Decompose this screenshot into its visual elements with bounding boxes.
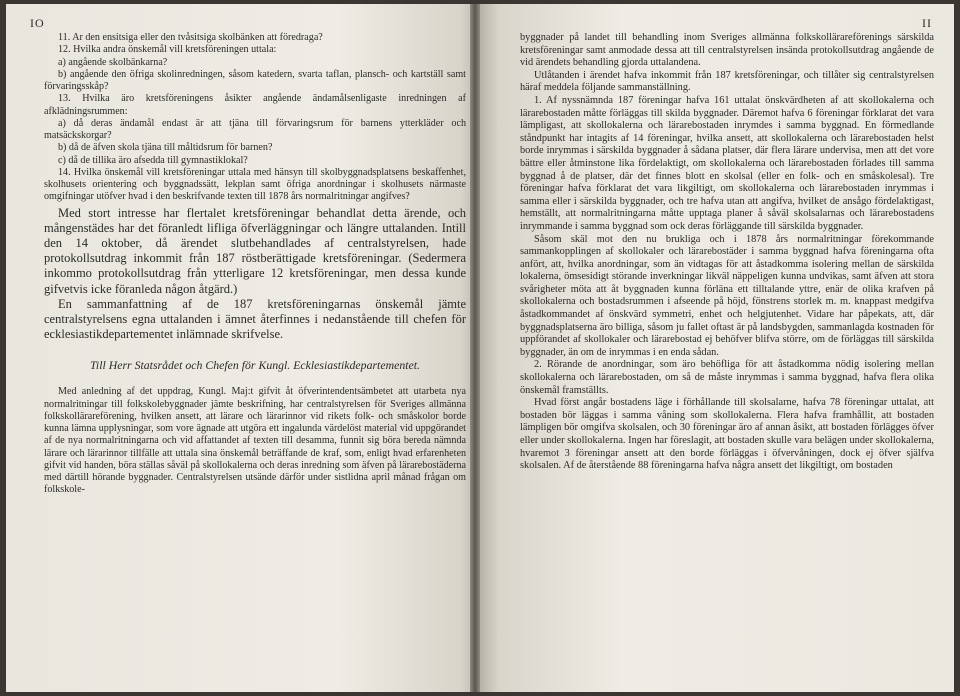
paragraph: 1. Af nyssnämnda 187 föreningar hafva 161 uttalat önskvärdheten af att skollokalerna och lärarebostaden måtte förläggas till skilda byggnader. Däremot hafva 6 föreningar förklarat det vara lämpligast, att skollokalerna och lärarebostaden inrymdes i samma byggnad. En förmedlande ståndpunkt har intagits af 14 föreningar, hvilka ansett, att skollokalerna och lärarebostaden helst borde inrymmas i särskilda byggnader å sådana platser, där flera lärare undervisa, men att det vore bättre eller åtminstone lika fördelaktigt, om skollokalerna och lärarebostaden förlades till samma byggnad å de platser, där det finnes blott en skolsal (eller en folk- och en småskolesal). Tre föreningar hafva förklarat det vara likgiltigt, om skollokalerna och lärarebostaden inrymmas i samma eller i särskilda byggnader, och tre hafva utan att angifva, hvilket de ansågo fördelaktigast, hemställt, att normalritningarna måtte upptaga planer å såväl skolsalarnas och lärarebostadens inrymmande i samma byggnad som ock deras förläggande till särskilda byggnader. [520,94,934,232]
paragraph: byggnader på landet till behandling inom Sveriges allmänna folkskollärareförenings särskilda kretsföreningar samt anmodade dessa att till centralstyrelsen insända protokollsutdrag angående de vid ärendets behandling gjorda uttalandena. [520,32,934,69]
paragraph: 13. Hvilka äro kretsföreningens åsikter angående ändamålsenligaste inredningen af afklädningsrummen: [44,93,466,117]
paragraph: b) angående den öfriga skolinredningen, såsom katedern, svarta taflan, plansch- och kartställ samt förvaringsskåp? [44,68,466,92]
paragraph: a) då deras ändamål endast är att tjäna till förvaringsrum för barnens ytterkläder och matsäckskorgar? [44,117,466,141]
book-spread [6,4,954,692]
paragraph: Hvad först angår bostadens läge i förhållande till skolsalarne, hafva 78 föreningar uttalat, att bostaden bör läggas i samma våning som skollokalerna. Flera hafva framhållit, att bostaden lämpligen bör omgifva skolsalen, och 30 föreningar äro af annan åsikt, att bostaden förlägges öfver eller under skollokalerna. Ingen har föreslagit, att bostaden skulle vara belägen under skollokalerna, hvaremot 3 föreningar ansett att den borde förläggas i öfvervåningen, dock ej öfver själfva skolsalen. Af de återstående 88 föreningarna hafva några ansett det likgiltigt, om bostaden [520,397,934,472]
right-page [480,4,954,692]
page-number: IO [30,16,45,30]
page-number: II [922,16,932,30]
paragraph: 2. Rörande de anordningar, som äro behöfliga för att åstadkomma nödig isolering mellan skollokalerna och lärarebostaden, om så de måste inrymmas i samma byggnad, hafva flera olika önskemål framställts. [520,359,934,396]
paragraph: 14. Hvilka önskemål vill kretsföreningar uttala med hänsyn till skolbyggnadsplatsens beskaffenhet, skolhusets orientering och byggnadssätt, lekplan samt öfriga anordningar i skolhusets närmaste omgifningar utöfver hvad i den beskrifvande texten till 1878 års normalritningar angifves? [44,166,466,203]
paragraph: Med stort intresse har flertalet kretsföreningar behandlat detta ärende, och mångenstädes har det föranledt lifliga öfverläggningar och längre uttalanden. Intill den 14 oktober, då ärendet slutbehandlades af centralstyrelsen, hade protokollsutdrag inkommit från 187 röstberättigade kretsföreningar. (Sedermera inkommo protokollsutdrag från ytterligare 12 kretsföreningar, men dessa kunde gifvetvis icke föranleda någon åtgärd.) [44,205,466,296]
paragraph: Med anledning af det uppdrag, Kungl. Maj:t gifvit åt öfverintendentsämbetet att utarbeta nya normalritningar till folkskolebyggnader jämte beskrifning, har centralstyrelsen för Sveriges allmänna folkskollärareförening, hvilken ansett, att lärare och lärarinnor vid rikets folk- och småskolor borde kunna lämna upplysningar, som vore ägnade att utgöra ett ingalunda värdelöst material vid uppgörandet af de nya normalritningarna och vid affattandet af texten till desamma, funnit sig böra bereda nämnda lärare och lärarinnor tillfälle att uttala sina önskemål beträffande de kraf, som, enligt hvad erfarenheten gifvit vid handen, böra ställas såväl på skollokalerna och deras inredning som äfven på lärarebostäderna med därtill hörande byggnader. Centralstyrelsen utsände därför under sistlidna april månad frågan om folkskole- [44,386,466,496]
letter-addressee: Till Herr Statsrådet och Chefen för Kungl. Ecklesiastikdepartementet. [90,358,420,373]
book-gutter [470,4,480,692]
paragraph: 11. Ar den ensitsiga eller den tvåsitsiga skolbänken att föredraga? [58,32,323,43]
paragraph: c) då de tillika äro afsedda till gymnastiklokal? [58,154,248,166]
paragraph: Såsom skäl mot den nu brukliga och i 1878 års normalritningar förekommande sammankopplingen af skollokaler och lärarebostäder i samma byggnad hafva föreningarna ofta anfört, att, hvilka anordningar, som än vidtagas för att åstadkomma isolering mellan de särskilda lokalerna, ömsesidigt störande inverkningar likväl näppeligen kunna undvikas, samt äfven att stora svårigheter möta att åt byggnaden kunna förläna ett tilltalande yttre, enär de olika krafven på skollokalerna och bostadsrummen i afseende på höjd, fönstrens storlek m. m. knappast medgifva åstadkommandet af önskvärd symmetri, enhet och helgjutenhet. Vidare har påpekats, att, där byggnadsplatserna äro billiga, såsom ju fallet oftast är på landsbygden, sammanlagda kostnaden för uppförandet af skollokaler och lärarebostad ej behöfver blifva större, om de förläggas till särskilda byggnader, än om de inrymmas i en enda sådan. [520,233,934,358]
paragraph: b) då de äfven skola tjäna till måltidsrum för barnen? [58,142,273,154]
paragraph: 12. Hvilka andra önskemål vill kretsföreningen uttala: [58,44,277,56]
paragraph: Utlåtanden i ärendet hafva inkommit från 187 kretsföreningar, och tillåter sig centralstyrelsen häraf meddela följande sammanställning. [520,69,934,94]
paragraph: a) angående skolbänkarna? [58,56,168,68]
paragraph: En sammanfattning af de 187 kretsföreningarnas önskemål jämte centralstyrelsens egna uttalanden i ämnet återfinnes i nedanstående till chefen för ecklesiastikdepartementet inlämnade skrifvelse. [44,296,466,342]
left-page [6,4,480,692]
